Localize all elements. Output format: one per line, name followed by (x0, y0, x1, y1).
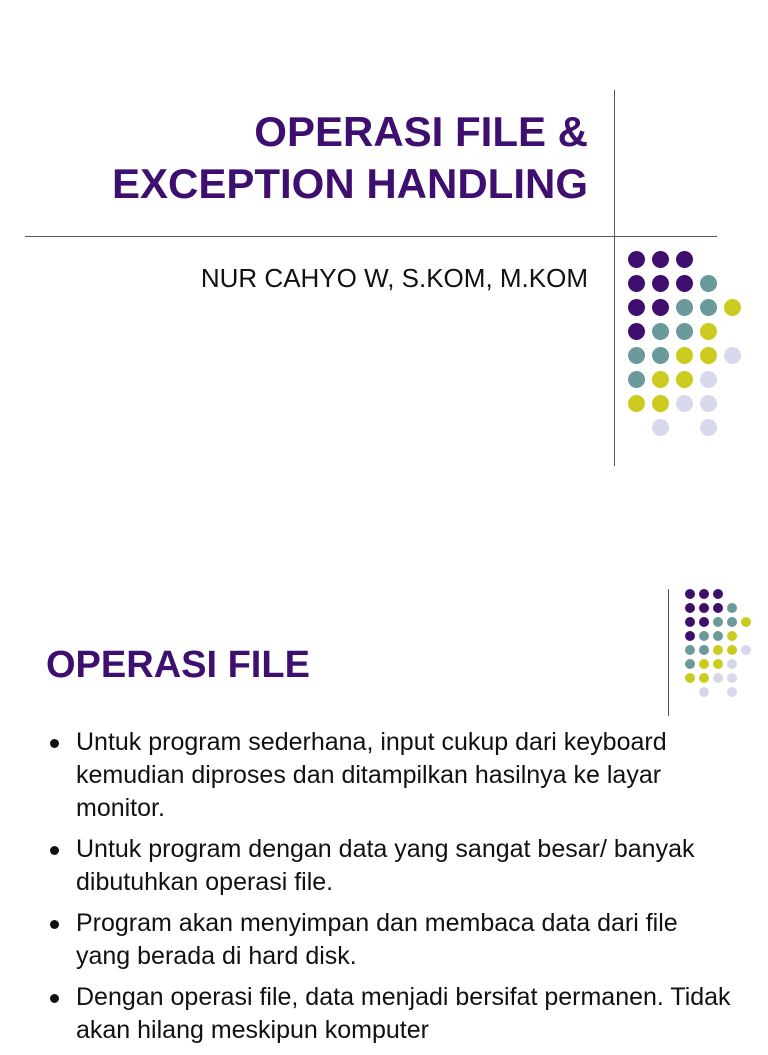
dot-shape (685, 617, 695, 627)
dot-shape (700, 371, 717, 388)
dot-shape (685, 589, 695, 599)
dot-shape (652, 275, 669, 292)
dot-shape (676, 347, 693, 364)
dot-shape (685, 603, 695, 613)
bullet-text: Untuk program sederhana, input cukup dari keyboard kemudian diproses dan ditampilkan hasilnya ke layar monitor. (76, 728, 667, 822)
dot-shape (713, 617, 723, 627)
dot-shape (699, 687, 709, 697)
dot-shape (628, 395, 645, 412)
bullet-item (48, 726, 738, 825)
bullet-text: Dengan operasi file, data menjadi bersifat permanen. Tidak akan hilang meskipun komputer (76, 983, 731, 1044)
dot-shape (727, 673, 737, 683)
dot-shape (727, 617, 737, 627)
dot-shape (652, 371, 669, 388)
dot-shape (652, 251, 669, 268)
vertical-rule (668, 589, 669, 716)
dot-shape (685, 631, 695, 641)
dot-shape (699, 603, 709, 613)
dot-shape (685, 645, 695, 655)
dot-shape (699, 673, 709, 683)
dot-shape (700, 275, 717, 292)
bullet-text: Program akan menyimpan dan membaca data dari file yang berada di hard disk. (76, 909, 678, 970)
dot-shape (724, 347, 741, 364)
dot-shape (699, 631, 709, 641)
dot-shape (628, 251, 645, 268)
dot-shape (676, 251, 693, 268)
dot-shape (727, 631, 737, 641)
dot-shape (676, 299, 693, 316)
dot-shape (676, 275, 693, 292)
dot-shape (713, 603, 723, 613)
dot-shape (699, 659, 709, 669)
title-line-1: OPERASI FILE & (254, 108, 588, 155)
dot-shape (741, 617, 751, 627)
dot-shape (652, 395, 669, 412)
slide-title: OPERASI FILE (46, 644, 310, 686)
dot-shape (724, 299, 741, 316)
dot-shape (713, 673, 723, 683)
dot-shape (713, 659, 723, 669)
dot-shape (713, 631, 723, 641)
dot-shape (676, 395, 693, 412)
dot-shape (727, 659, 737, 669)
bullet-icon (50, 846, 59, 855)
dot-shape (713, 645, 723, 655)
dot-shape (727, 687, 737, 697)
dot-shape (727, 603, 737, 613)
dot-shape (628, 323, 645, 340)
dot-shape (685, 659, 695, 669)
dot-shape (700, 347, 717, 364)
dot-shape (676, 371, 693, 388)
dot-shape (652, 323, 669, 340)
dot-shape (628, 299, 645, 316)
bullet-item (48, 833, 738, 899)
bullet-icon (50, 994, 59, 1003)
dot-shape (652, 299, 669, 316)
dot-shape (628, 371, 645, 388)
bullet-list (48, 726, 738, 1055)
bullet-icon (50, 739, 59, 748)
dot-shape (713, 589, 723, 599)
dot-shape (700, 323, 717, 340)
dot-shape (727, 645, 737, 655)
bullet-item (48, 907, 738, 973)
dot-shape (628, 347, 645, 364)
dot-shape (699, 617, 709, 627)
title-line-2: EXCEPTION HANDLING (111, 160, 588, 207)
dot-shape (741, 645, 751, 655)
bullet-text: Untuk program dengan data yang sangat besar/ banyak dibutuhkan operasi file. (76, 835, 695, 896)
dot-shape (700, 419, 717, 436)
dot-shape (685, 673, 695, 683)
content-slide (0, 576, 768, 1044)
dot-shape (699, 645, 709, 655)
dot-shape (700, 299, 717, 316)
vertical-rule (614, 90, 615, 466)
slide-title (28, 106, 588, 210)
dot-shape (699, 589, 709, 599)
dot-shape (676, 323, 693, 340)
dot-shape (628, 275, 645, 292)
title-slide (0, 0, 768, 500)
dot-shape (700, 395, 717, 412)
author-subtitle: NUR CAHYO W, S.KOM, M.KOM (200, 263, 588, 293)
dot-shape (652, 347, 669, 364)
bullet-icon (50, 920, 59, 929)
bullet-item (48, 981, 738, 1047)
dot-shape (652, 419, 669, 436)
